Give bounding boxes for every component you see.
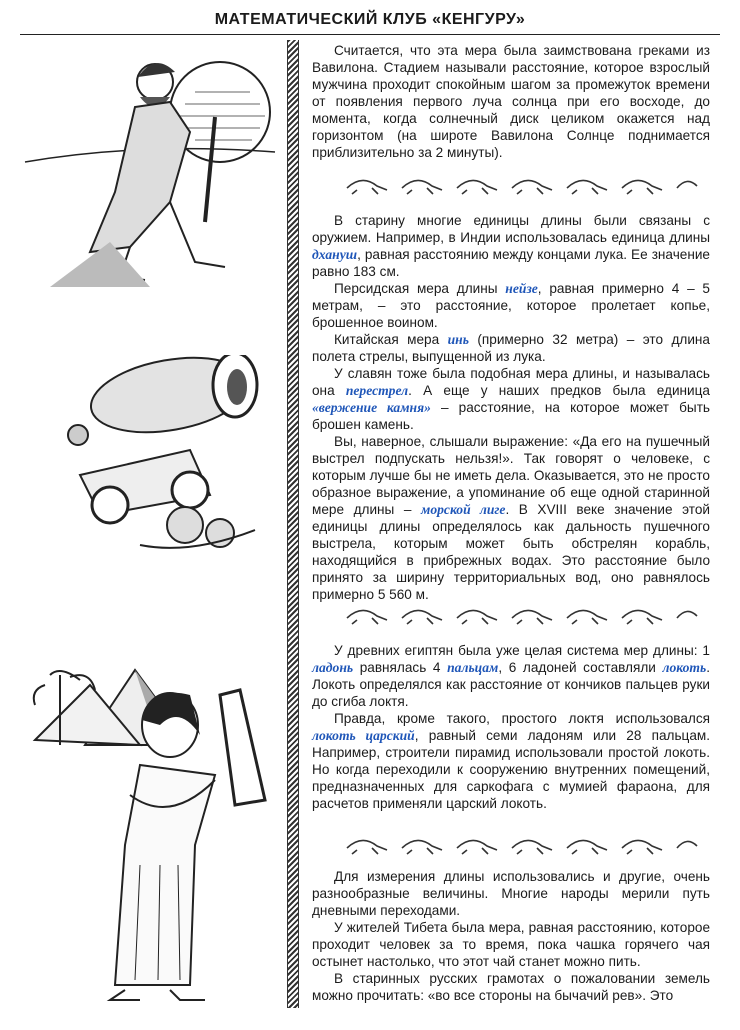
paragraph: [312, 212, 710, 280]
text: Китайская мера: [334, 332, 448, 347]
page-header: [20, 8, 720, 35]
term-perestrel: перестрел: [345, 383, 409, 398]
paragraph: В старинных русских грамотах о пожаловании земель можно прочитать: «во все стороны на бычачий рев». Это: [312, 971, 710, 1003]
paragraph: [312, 365, 710, 433]
text: . В XVIII веке значение этой единицы длины определялось как дальность пушечного выстрела, которым может быть обстрелян корабль, находящийся в прибрежных водах. Это расстояние было принято за ширину территориальных вод, оно равнялось примерно 5 560 м.: [312, 502, 710, 602]
column-divider: [287, 40, 299, 1008]
term-morskaya-liga: морской лиге: [421, 502, 506, 517]
paragraph: Для измерения длины использовались и другие, очень разнообразные величины. Многие народы мерили путь дневными переходами.: [312, 869, 710, 918]
kangaroo-ornament: [342, 168, 702, 196]
paragraph: [312, 642, 710, 710]
paragraph: [312, 280, 710, 331]
cannon-illustration: [40, 355, 270, 555]
section-stadium: [312, 42, 710, 161]
paragraph: У жителей Тибета была мера, равная расстоянию, которое проходит человек за то время, пока чашка горячего чая остынет настолько, что этот чай станет можно пить.: [312, 920, 710, 969]
egyptian-man-illustration: [30, 665, 285, 1005]
text: равнялась 4: [353, 660, 448, 675]
paragraph: [312, 710, 710, 812]
text: Персидская мера длины: [334, 281, 506, 296]
text: , равный семи ладоням или 28 пальцам. Например, строители пирамид использовали простой локоть. Но когда переходили к сооружению внутренних помещений, предназначенных для саркофага с мумией фараона, для расчетов применяли царский локоть.: [312, 728, 711, 811]
text: Правда, кроме такого, простого локтя использовался: [334, 711, 710, 726]
term-verzhenie-kamnya: «вержение камня»: [312, 400, 431, 415]
paragraph: [312, 331, 710, 365]
text: , равная примерно 4 – 5 метрам, – это расстояние, которое пролетает копье, брошенное воином.: [312, 281, 710, 330]
text: У славян тоже была подобная мера длины, и называлась она: [312, 366, 710, 398]
text: . Локоть определялся как расстояние от кончиков пальцев руки до сгиба локтя.: [312, 660, 710, 709]
kangaroo-ornament: [342, 828, 702, 856]
section-weapons: [312, 212, 710, 603]
paragraph: [312, 433, 710, 603]
header-title: МАТЕМАТИЧЕСКИЙ КЛУБ «КЕНГУРУ»: [214, 11, 526, 28]
section-egypt: [312, 642, 710, 812]
term-neize: нейзе: [505, 281, 538, 296]
term-in: инь: [447, 332, 469, 347]
kangaroo-ornament: [342, 598, 702, 626]
text: (примерно 32 метра) – это длина полета стрелы, выпущенной из лука.: [312, 332, 710, 364]
term-lokot-tsarskiy: локоть царский: [312, 728, 415, 743]
term-lokot: локоть: [662, 660, 707, 675]
section-other-measures: [312, 868, 710, 1004]
greek-walker-illustration: [20, 42, 280, 292]
text: У древних египтян была уже целая система мер длины: 1: [334, 643, 710, 658]
text: , равная расстоянию между концами лука. Ее значение равно 183 см.: [312, 247, 710, 279]
text: , 6 ладоней составляли: [498, 660, 663, 675]
term-paltsy: пальцам: [447, 660, 499, 675]
text: В старину многие единицы длины были связаны с оружием. Например, в Индии использовалась единица длины: [312, 213, 710, 245]
text: . А еще у наших предков была единица: [408, 383, 710, 398]
text: Вы, наверное, слышали выражение: «Да его на пушечный выстрел подпускать нельзя!». Так говорят о человеке, с которым лучше бы не иметь дела. Оказывается, это не просто образное выражение, а упоминание об еще одной старинной мере длины –: [312, 434, 710, 517]
paragraph: Считается, что эта мера была заимствована греками из Вавилона. Стадием называли расстояние, которое взрослый мужчина проходит спокойным шагом за промежуток времени от появления первого луча солнца при его восходе, до момента, когда солнечный диск целиком окажется над горизонтом (на широте Вавилона Солнце поднимается приблизительно за 2 минуты).: [312, 43, 710, 160]
term-ladon: ладонь: [312, 660, 354, 675]
term-dhanush: дхануш: [312, 247, 358, 262]
text: – расстояние, на которое может быть брошен камень.: [312, 400, 710, 432]
